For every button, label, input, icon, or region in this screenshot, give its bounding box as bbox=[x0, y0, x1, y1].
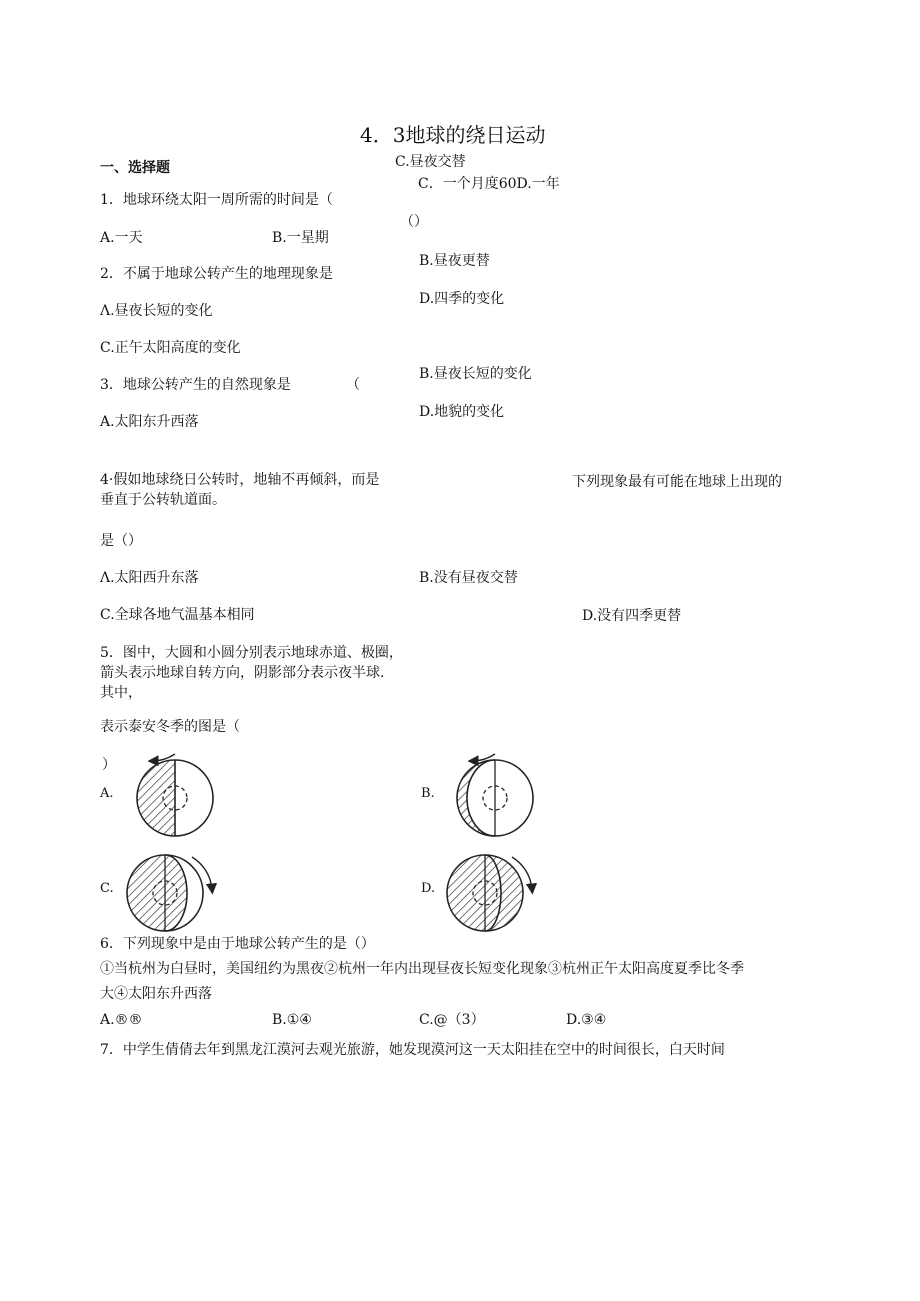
q6-option-b: B.①④ bbox=[272, 1012, 312, 1028]
q2-option-c: C.正午太阳高度的变化 bbox=[100, 340, 241, 356]
question-5-stem-4: 表示泰安冬季的图是（ bbox=[100, 719, 240, 735]
stray-option-c2: C．一个月度60D.一年 bbox=[418, 176, 560, 192]
globe-diagram-b bbox=[440, 750, 550, 845]
q6-option-a: A.®® bbox=[100, 1012, 143, 1028]
question-4-stem-3: 下列现象最有可能在地球上出现的 bbox=[572, 474, 782, 490]
q4-option-d: D.没有四季更替 bbox=[582, 608, 682, 624]
stray-paren: （） bbox=[400, 214, 428, 230]
stray-option-c1: C.昼夜交替 bbox=[395, 154, 466, 170]
question-4-stem-4: 是（） bbox=[100, 533, 142, 549]
question-6-line-2: 大④太阳东升西落 bbox=[100, 986, 212, 1002]
question-5-stem-2: 箭头表示地球自转方向，阴影部分表示夜半球. bbox=[100, 665, 385, 681]
q1-option-b: B.一星期 bbox=[272, 230, 329, 246]
q1-option-a: A.一天 bbox=[100, 230, 143, 246]
globe-diagram-c bbox=[120, 845, 230, 940]
question-1-stem: 1．地球环绕太阳一周所需的时间是（ bbox=[100, 192, 333, 208]
q3-option-a: A.太阳东升西落 bbox=[100, 414, 199, 430]
question-3-stem: 3．地球公转产生的自然现象是 bbox=[100, 377, 291, 393]
q5-label-d: D. bbox=[421, 881, 436, 896]
question-5-close-paren: ） bbox=[102, 757, 116, 773]
q2-option-b: B.昼夜更替 bbox=[419, 253, 490, 269]
page-title: 4．3地球的绕日运动 bbox=[360, 123, 546, 147]
question-5-stem-3: 其中， bbox=[100, 685, 142, 701]
question-7-stem: 7．中学生倩倩去年到黑龙江漠河去观光旅游，她发现漠河这一天太阳挂在空中的时间很长，白天时间 bbox=[100, 1042, 725, 1058]
q2-option-a: Λ.昼夜长短的变化 bbox=[100, 303, 213, 319]
q4-option-c: C.全球各地气温基本相同 bbox=[100, 607, 255, 623]
q3-option-b: B.昼夜长短的变化 bbox=[419, 366, 532, 382]
q6-option-d: D.③④ bbox=[566, 1012, 607, 1028]
q5-label-c: C. bbox=[100, 881, 114, 896]
q4-option-a: Λ.太阳西升东落 bbox=[100, 570, 199, 586]
q3-option-d: D.地貌的变化 bbox=[419, 404, 505, 420]
q5-label-a: A. bbox=[100, 786, 114, 801]
question-6-stem: 6．下列现象中是由于地球公转产生的是（） bbox=[100, 936, 375, 952]
globe-diagram-d bbox=[440, 845, 550, 940]
question-4-stem-2: 垂直于公转轨道面。 bbox=[100, 492, 226, 508]
q3-paren: （ bbox=[346, 377, 360, 393]
question-5-stem-1: 5．图中，大圆和小圆分别表示地球赤道、极圈， bbox=[100, 645, 403, 661]
q6-option-c: C.@（3） bbox=[419, 1012, 485, 1028]
question-4-stem-1: 4·假如地球绕日公转时，地轴不再倾斜，而是 bbox=[100, 472, 380, 488]
section-heading: 一、选择题 bbox=[100, 160, 170, 176]
question-2-stem: 2．不属于地球公转产生的地理现象是 bbox=[100, 266, 333, 282]
q5-label-b: B. bbox=[421, 786, 435, 801]
q2-option-d: D.四季的变化 bbox=[419, 291, 505, 307]
question-6-line-1: ①当杭州为白昼时，美国纽约为黑夜②杭州一年内出现昼夜长短变化现象③杭州正午太阳高度夏季比冬季 bbox=[100, 961, 744, 977]
q4-option-b: B.没有昼夜交替 bbox=[419, 570, 518, 586]
globe-diagram-a bbox=[120, 750, 230, 845]
